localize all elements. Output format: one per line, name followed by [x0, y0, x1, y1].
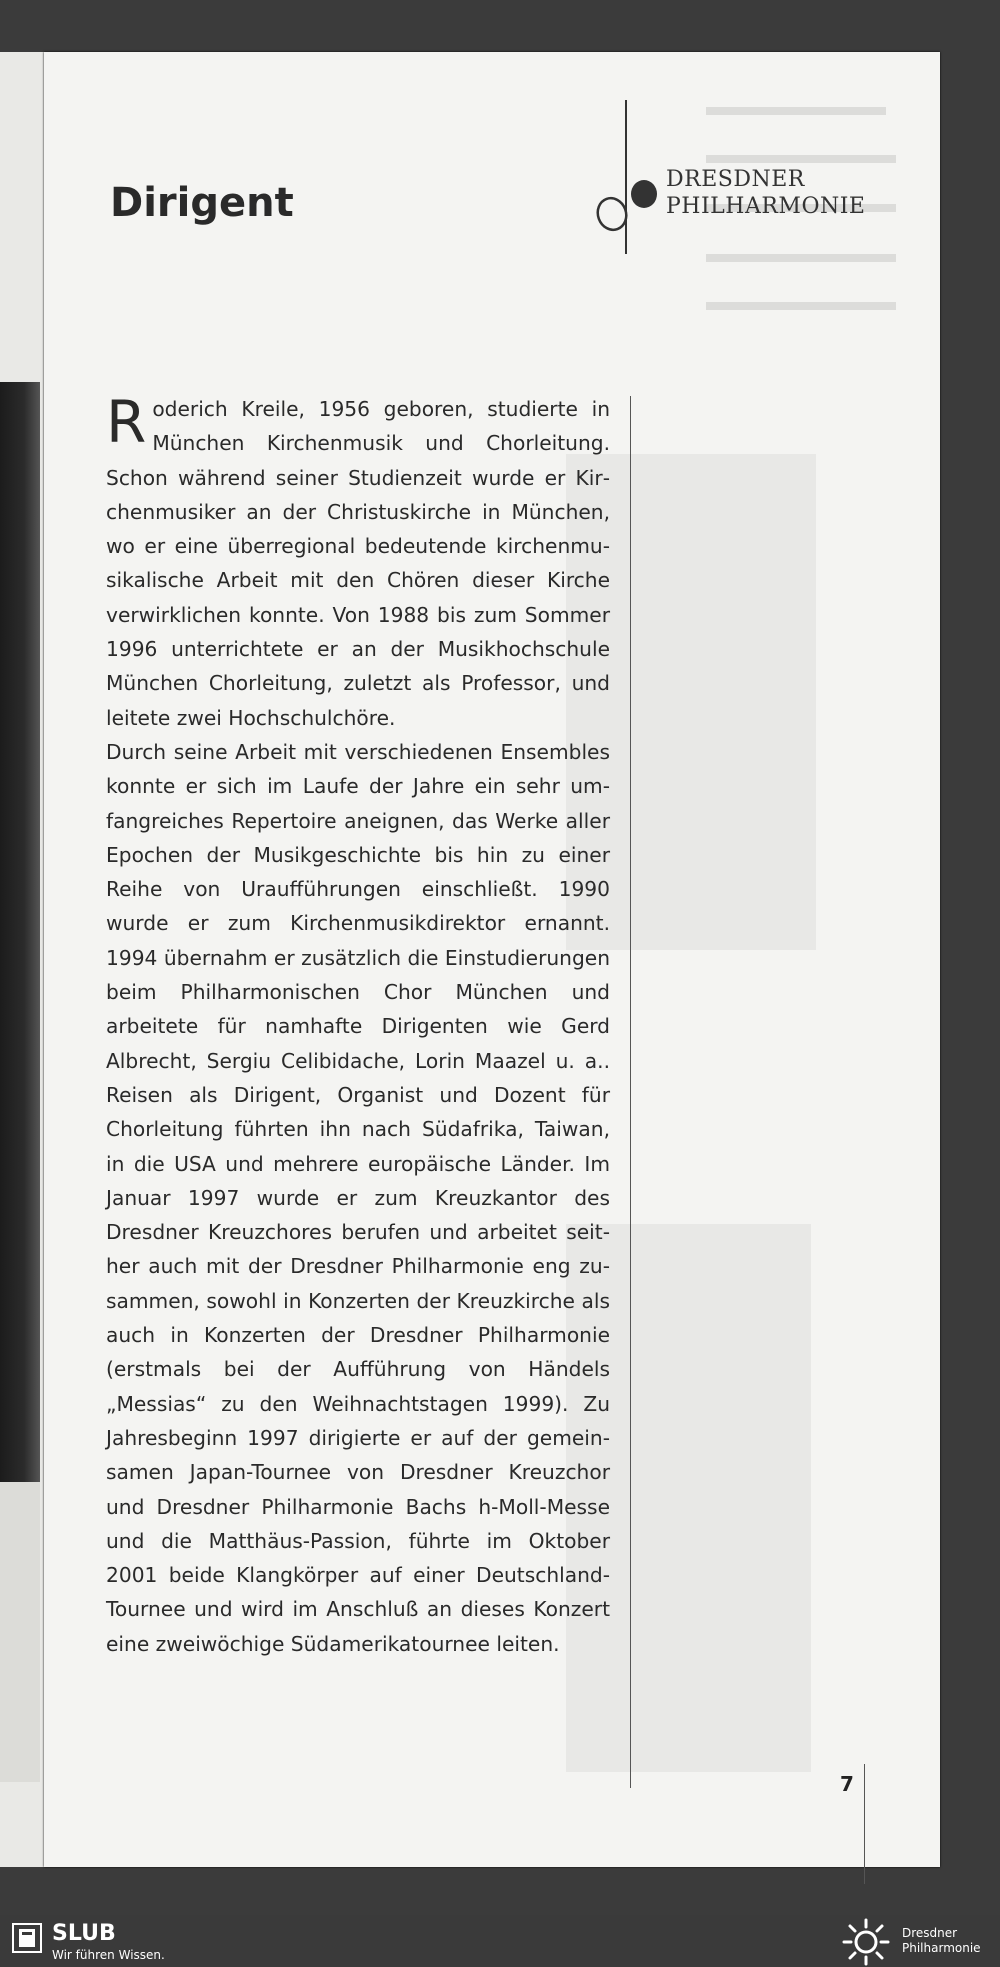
- dresdner-philharmonie-logo: [586, 94, 916, 264]
- viewer-footer: [0, 1915, 1000, 1967]
- slub-title[interactable]: SLUB: [52, 1921, 116, 1946]
- page-title: Dirigent: [110, 180, 294, 226]
- dresdner-philharmonie-sun-icon[interactable]: [842, 1918, 890, 1966]
- show-through-bar: [706, 302, 896, 310]
- logo-line-1: DRESDNER: [666, 167, 805, 192]
- dresdner-philharmonie-footer-label: [902, 1926, 981, 1956]
- paragraph-1: [106, 388, 610, 735]
- logo-wordmark: [666, 166, 866, 220]
- dp-line-2: Philharmonie: [902, 1941, 981, 1955]
- logo-line-2: PHILHARMONIE: [666, 194, 866, 219]
- paragraph-1-text: oderich Kreile, 1956 geboren, studierte in München Kirchenmusik und Chorleitung. Schon während seiner Studienzeit wurde er Kirchenmusiker an der Christuskirche in München, wo er eine überregional bedeutende kirchenmusikalische Arbeit mit den Chören dieser Kirche verwirklichen konnte. Von 1988 bis zum Sommer 1996 unterrichtete er an der Musikhochschule München Chorleitung, zuletzt als Professor, und leitete zwei Hochschulchöre.: [106, 397, 610, 730]
- slub-logo-icon[interactable]: [12, 1923, 42, 1953]
- adjacent-page-paper: [0, 1482, 40, 1782]
- dp-line-1: Dresdner: [902, 1926, 958, 1940]
- adjacent-page-edge: [0, 52, 44, 1867]
- brochure-page: [44, 52, 940, 1867]
- philharmonie-logo-mark-icon: [586, 94, 666, 264]
- adjacent-page-photo: [0, 382, 40, 1482]
- slub-tagline: Wir führen Wissen.: [52, 1948, 165, 1962]
- column-divider: [630, 396, 631, 1788]
- drop-cap: R: [106, 388, 147, 456]
- page-number-rule: [864, 1764, 865, 1884]
- biography-text: [106, 388, 610, 1661]
- page-number: 7: [840, 1772, 854, 1796]
- paragraph-2: Durch seine Arbeit mit verschiedenen Ensembles konnte er sich im Laufe der Jahre ein sehr umfangreiches Repertoire aneignen, das Werke aller Epochen der Musikgeschichte bis hin zu einer Reihe von Uraufführungen einschließt. 1990 wurde er zum Kirchenmusikdirektor ernannt. 1994 übernahm er zusätzlich die Einstudierungen beim Philharmonischen Chor München und arbeitete für namhafte Dirigenten wie Gerd Albrecht, Sergiu Celibidache, Lorin Maazel u. a.. Reisen als Dirigent, Organist und Dozent für Chorleitung führten ihn nach Südafrika, Taiwan, in die USA und mehrere europäische Länder. Im Januar 1997 wurde er zum Kreuzkantor des Dresdner Kreuzchores berufen und arbeitet seither auch mit der Dresdner Philharmonie eng zusammen, sowohl in Konzerten der Kreuzkirche als auch in Konzerten der Dresdner Philharmonie (erstmals bei der Aufführung von Händels „Messias“ zu den Weihnachtstagen 1999). Zu Jahresbeginn 1997 dirigierte er auf der gemeinsamen Japan-Tournee von Dresdner Kreuzchor und Dresdner Philharmonie Bachs h-Moll-Messe und die Matthäus-Passion, führte im Oktober 2001 beide Klangkörper auf einer Deutschland-Tournee und wird im Anschluß an dieses Konzert eine zweiwöchige Südamerikatournee leiten.: [106, 739, 610, 1656]
